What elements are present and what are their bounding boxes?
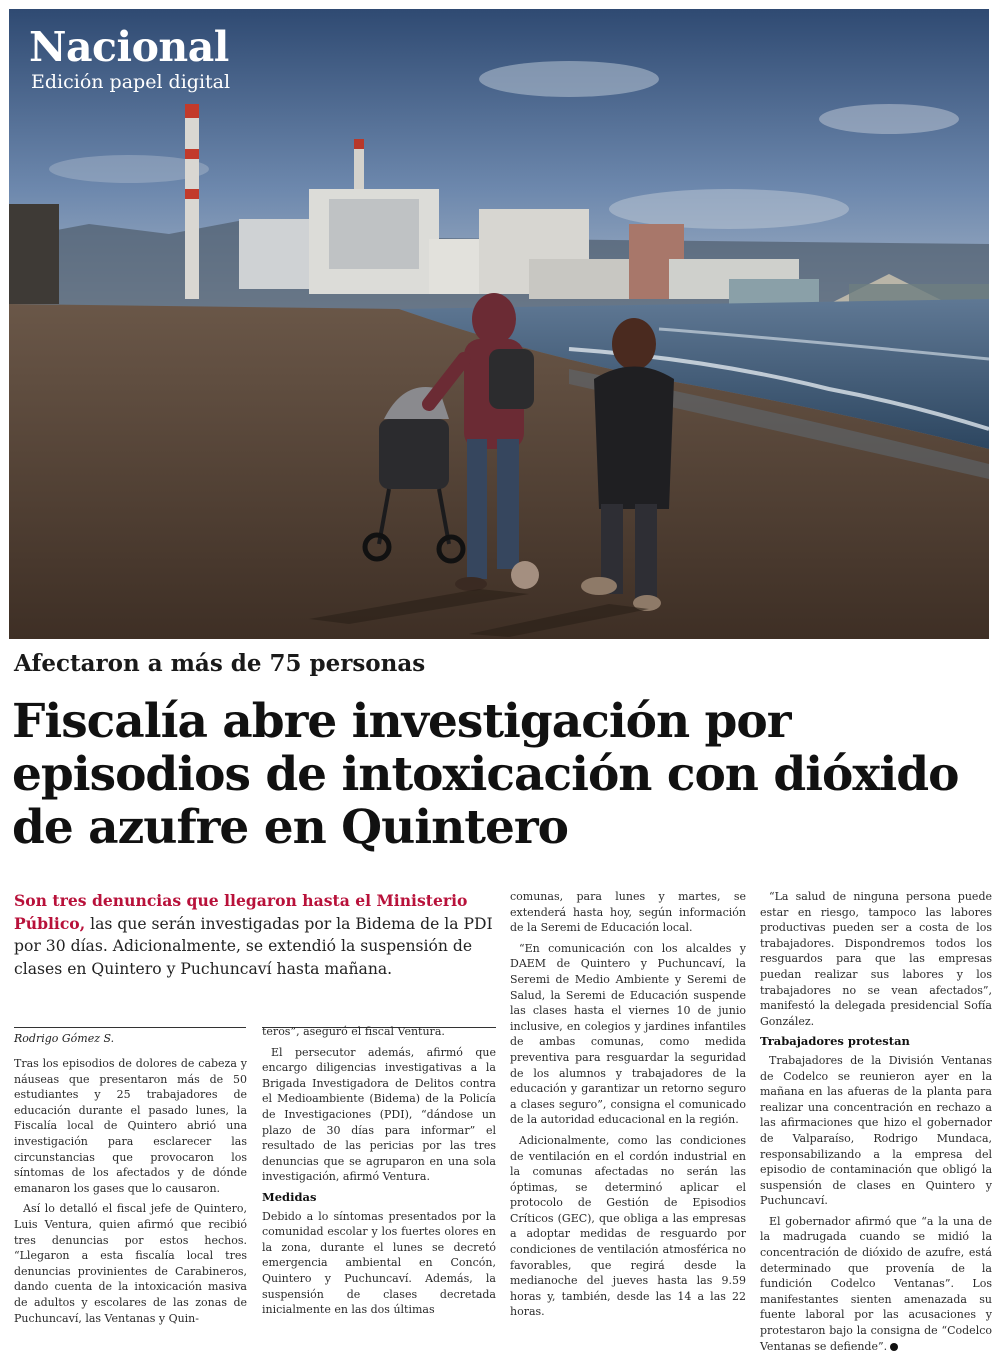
column-2 [262, 1024, 496, 1323]
column-1 [14, 1056, 247, 1331]
end-of-article-icon [890, 1343, 898, 1351]
paragraph [760, 1214, 992, 1354]
byline: Rodrigo Gómez S. [14, 1032, 115, 1045]
paragraph: comunas, para lunes y martes, se extenderá hasta hoy, según información de la Seremi de Educación local. [510, 890, 746, 935]
article-photo [9, 9, 989, 639]
article-kicker: Afectaron a más de 75 personas [14, 650, 426, 677]
paragraph: El persecutor además, afirmó que encargo diligencias investigativas a la Brigada Investigadora de Delitos contra el Medioambiente (Bidema) de la Policía de Investigaciones (PDI), “dándose un plazo de 30 días para informar” el resultado de las pericias por las tres denuncias que se agruparon en una sola investigación, afirmó Ventura. [262, 1045, 496, 1184]
paragraph-text: El gobernador afirmó que “a la una de la madrugada cuando se midió la concentración de dióxido de azufre, está determinado que provenía de la fundición Codelco Ventanas”. Los manifestantes sienten amenazada su fuente laboral por las acusaciones y protestaron bajo la consigna de “Codelco Ventanas se defiende”. [760, 1214, 992, 1353]
paragraph: “En comunicación con los alcaldes y DAEM de Quintero y Puchuncaví, la Seremi de Medio Ambiente y Seremi de Salud, la Seremi de Educación suspende las clases hasta el viernes 10 de junio inclusive, en colegios y jardines infantiles de ambas comunas, como medida preventiva para resguardar la seguridad de los alumnos y trabajadores de la educación y garantizar un retorno seguro a clases seguro”, consigna el comunicado de la autoridad educacional en la región. [510, 941, 746, 1127]
paragraph: “La salud de ninguna persona puede estar en riesgo, tampoco las labores productivas pueden ser a costa de los trabajadores. Dispondremos todos los resguardos para que las empresas puedan realizar sus labores y los trabajadores no se vean afectados”, manifestó la delegada presidencial Sofía González. [760, 890, 992, 1028]
column-3 [510, 889, 746, 1325]
paragraph: Así lo detalló el fiscal jefe de Quintero, Luis Ventura, quien afirmó que recibió tres denuncias por estos hechos. “Llegaron a esta fiscalía local tres denuncias provinientes de Carabineros, dando cuenta de la intoxicación masiva de adultos y escolares de las zonas de Puchuncaví, las Ventanas y Quin- [14, 1202, 247, 1325]
lead-highlight: Son tres denuncias que llegaron hasta el Ministerio Público, [14, 891, 468, 933]
beach-industrial-scene-icon [9, 9, 989, 639]
article-lead [14, 890, 496, 980]
paragraph: Trabajadores de la División Ventanas de Codelco se reunieron ayer en la mañana en las afueras de la planta para realizar una concentración en rechazo a las afirmaciones que hizo el gobernador de Valparaíso, Rodrigo Mundaca, responsabilizando a la empresa del episodio de contaminación que obligó la suspensión de clases en Quintero y Puchuncaví. [760, 1053, 992, 1208]
byline-divider [14, 1027, 246, 1028]
lead-text: las que serán investigadas por la Bidema de la PDI por 30 días. Adicionalmente, se extendió la suspensión de clases en Quintero y Puchuncaví hasta mañana. [14, 914, 493, 978]
section-title: Nacional [29, 23, 229, 71]
subheading-trabajadores: Trabajadores protestan [760, 1034, 910, 1049]
edition-label: Edición papel digital [31, 71, 231, 93]
column-4 [760, 889, 992, 1359]
paragraph: teros”, aseguró el fiscal Ventura. [262, 1025, 445, 1038]
article-headline: Fiscalía abre investigación por episodios de intoxicación con dióxido de azufre en Quintero [12, 694, 959, 855]
paragraph: Debido a lo síntomas presentados por la comunidad escolar y los fuertes olores en la zona, durante el lunes se decretó emergencia ambiental en Concón, Quintero y Puchuncaví. Además, la suspensión de clases decretada inicialmente en las dos últimas [262, 1209, 496, 1317]
paragraph: Tras los episodios de dolores de cabeza y náuseas que presentaron más de 50 estudiantes y 25 trabajadores de educación durante el pasado lunes, la Fiscalía local de Quintero abrió una investigación para esclarecer las circunstancias que provocaron los síntomas de los afectados y de dónde emanaron los gases que lo causaron. [14, 1057, 247, 1195]
subheading-medidas: Medidas [262, 1189, 317, 1204]
paragraph: Adicionalmente, como las condiciones de ventilación en el cordón industrial en la comunas afectadas no serán las óptimas, se determinó aplicar el protocolo de Gestión de Episodios Críticos (GEC), que obliga a las empresas a adoptar medidas de resguardo por condiciones de ventilación atmosférica no favorables, que regirá desde la medianoche del jueves hasta las 9.59 horas y, también, desde las 14 a las 22 horas. [510, 1133, 746, 1319]
